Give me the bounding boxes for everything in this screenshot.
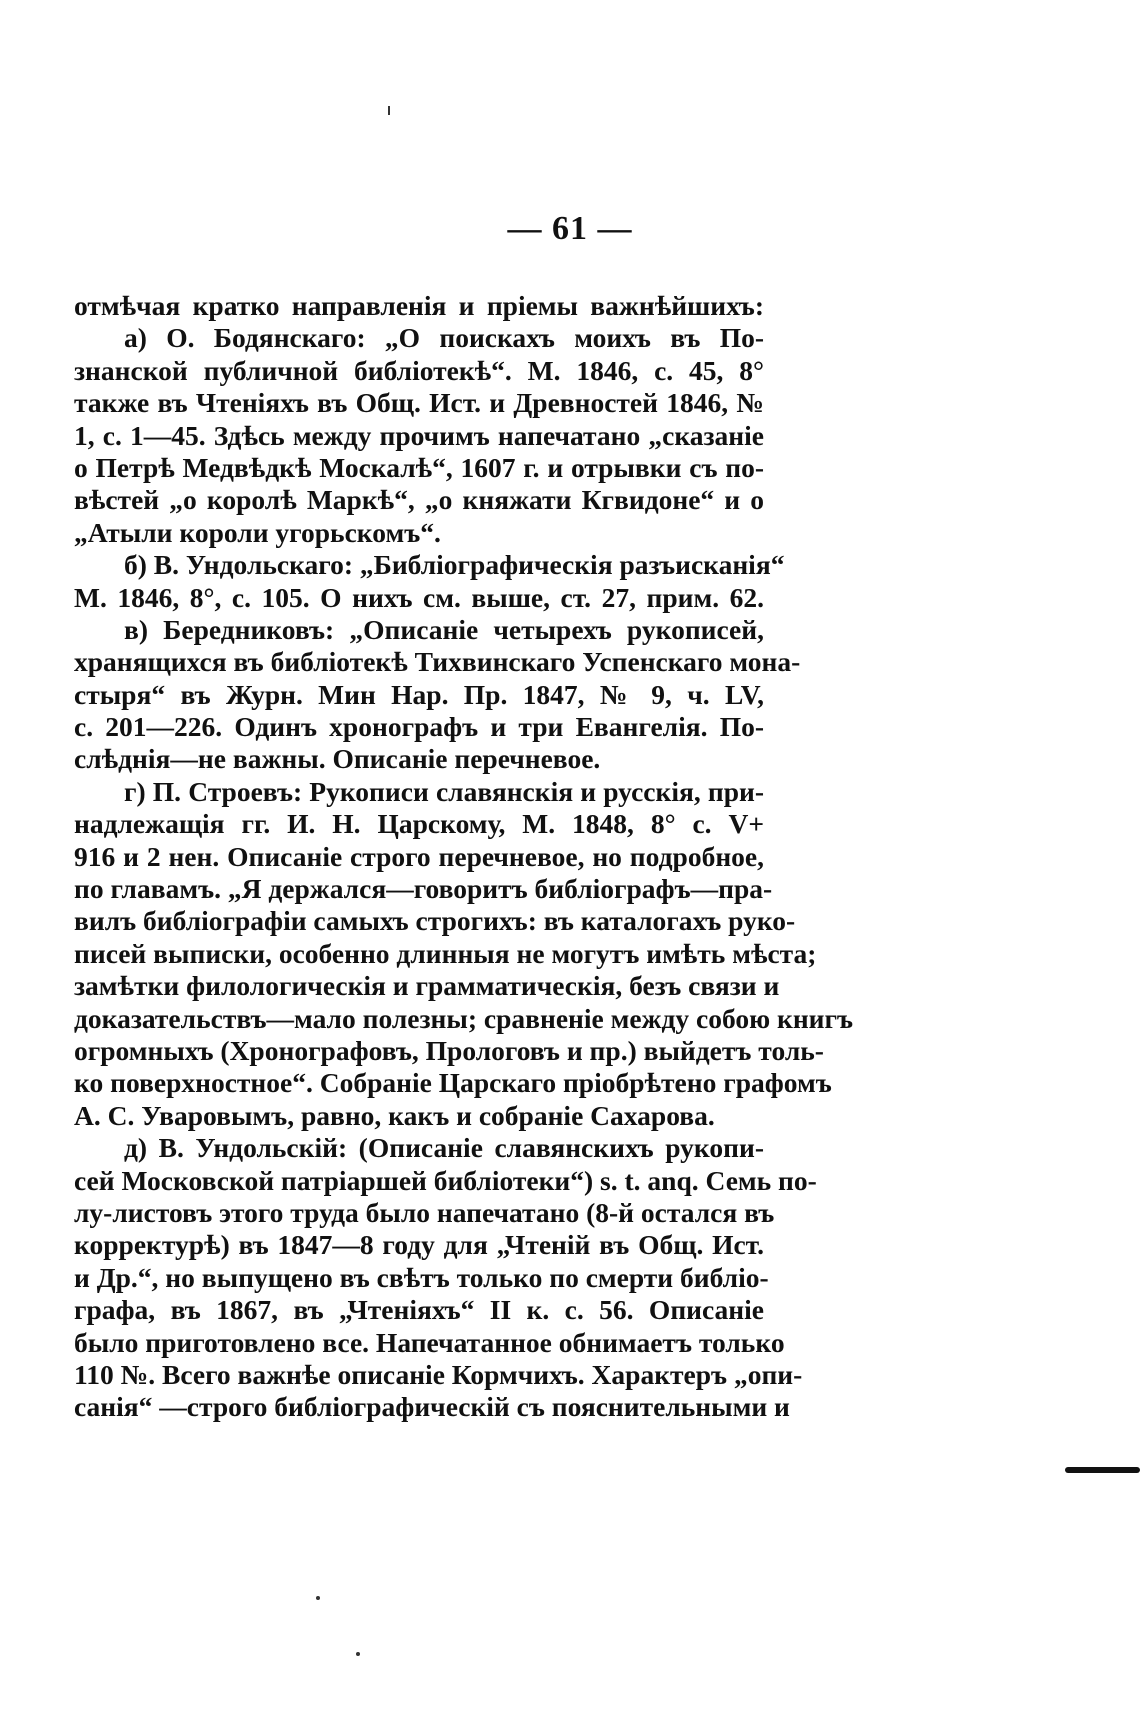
- text-line: отмѣчая кратко направленія и пріемы важнѣйшихъ:: [74, 290, 764, 321]
- text-line: замѣтки филологическія и грамматическія, безъ связи и: [74, 970, 780, 1002]
- text-line: 916 и 2 нен. Описаніе строго перечневое, но подробное,: [74, 840, 764, 872]
- text-line: было приготовлено все. Напечатанное обнимаетъ только: [74, 1326, 785, 1358]
- page-number: — 61 —: [507, 210, 633, 247]
- text-line: также въ Чтеніяхъ въ Общ. Ист. и Древностей 1846, №: [74, 387, 764, 419]
- text-line: в) Бередниковъ: „Описаніе четырехъ рукописей,: [124, 613, 764, 645]
- text-line: 1, с. 1—45. Здѣсь между прочимъ напечатано „сказаніе: [74, 419, 764, 451]
- text-line: б) В. Ундольскаго: „Библіографическія разъисканія“: [124, 549, 785, 581]
- text-line: графа, въ 1867, въ „Чтеніяхъ“ II к. с. 56. Описаніе: [74, 1294, 764, 1326]
- print-mark: [356, 1652, 360, 1656]
- text-line: огромныхъ (Хронографовъ, Прологовъ и пр.) выйдетъ толь-: [74, 1034, 824, 1066]
- text-line: писей выписки, особенно длинныя не могутъ имѣть мѣста;: [74, 937, 817, 969]
- print-mark: [388, 106, 390, 115]
- body-text: [74, 290, 854, 1424]
- text-line: о Петрѣ Медвѣдкѣ Москалѣ“, 1607 г. и отрывки съ по-: [74, 451, 764, 483]
- text-line: надлежащія гг. И. Н. Царскому, М. 1848, 8° с. V+: [74, 808, 764, 840]
- text-line: и Др.“, но выпущено въ свѣтъ только по смерти библіо-: [74, 1261, 769, 1293]
- text-line: „Атыли короли угорьскомъ“.: [74, 516, 441, 548]
- text-line: с. 201—226. Одинъ хронографъ и три Евангелія. По-: [74, 711, 764, 743]
- text-line: вилъ библіографіи самыхъ строгихъ: въ каталогахъ руко-: [74, 905, 796, 937]
- text-line: д) В. Ундольскій: (Описаніе славянскихъ рукопи-: [124, 1132, 764, 1164]
- text-line: М. 1846, 8°, с. 105. О нихъ см. выше, ст. 27, прим. 62.: [74, 581, 764, 613]
- text-line: лу-листовъ этого труда было напечатано (8-й остался въ: [74, 1196, 775, 1228]
- text-line: г) П. Строевъ: Рукописи славянскія и русскія, при-: [124, 775, 764, 807]
- print-mark: [1065, 1467, 1140, 1473]
- text-line: знанской публичной библіотекѣ“. М. 1846, с. 45, 8°: [74, 354, 764, 386]
- print-mark: [316, 1596, 320, 1600]
- text-line: корректурѣ) въ 1847—8 году для „Чтеній въ Общ. Ист.: [74, 1229, 764, 1261]
- text-line: 110 №. Всего важнѣе описаніе Кормчихъ. Характеръ „опи-: [74, 1358, 803, 1390]
- text-line: А. С. Уваровымъ, равно, какъ и собраніе Сахарова.: [74, 1099, 715, 1131]
- text-line: стыря“ въ Журн. Мин Нар. Пр. 1847, № 9, ч. LV,: [74, 678, 764, 710]
- text-line: а) О. Бодянскаго: „О поискахъ моихъ въ По-: [124, 322, 764, 354]
- text-line: по главамъ. „Я держался—говоритъ библіографъ—пра-: [74, 873, 773, 905]
- text-line: ко поверхностное“. Собраніе Царскаго пріобрѣтено графомъ: [74, 1067, 832, 1099]
- text-line: слѣднія—не важны. Описаніе перечневое.: [74, 743, 601, 775]
- text-line: вѣстей „о королѣ Маркѣ“, „о княжати Кгвидоне“ и о: [74, 484, 764, 516]
- text-line: сей Московской патріаршей библіотеки“) s. t. anq. Семь по-: [74, 1164, 817, 1196]
- text-line: хранящихся въ библіотекѣ Тихвинскаго Успенскаго мона-: [74, 646, 801, 678]
- text-line: доказательствъ—мало полезны; сравненіе между собою книгъ: [74, 1002, 854, 1034]
- text-line: санія“ —строго библіографическій съ пояснительными и: [74, 1391, 790, 1423]
